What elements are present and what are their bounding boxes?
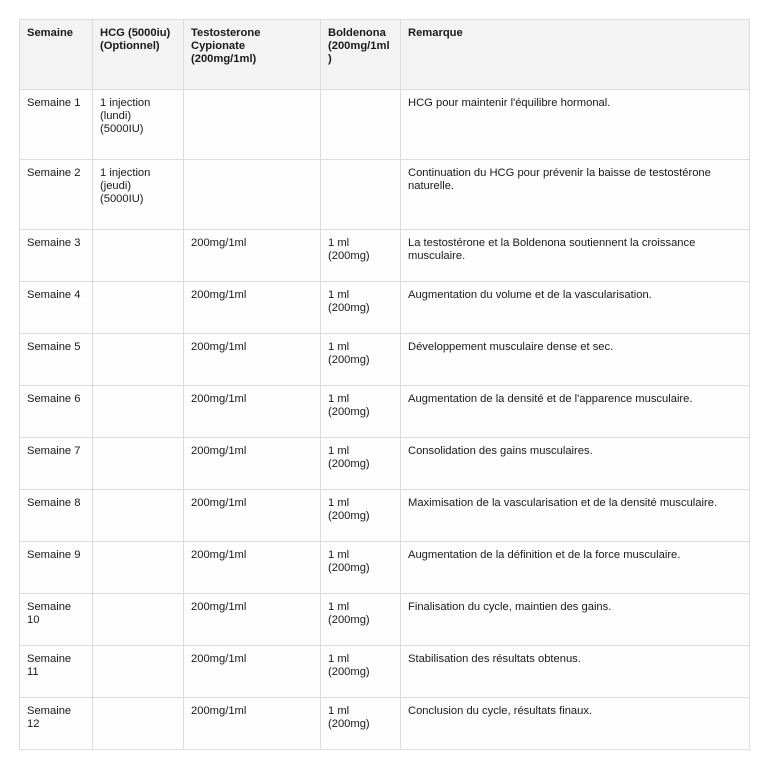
cell-hcg: [93, 594, 184, 646]
cell-testosterone: 200mg/1ml: [184, 386, 321, 438]
cell-remarque: Maximisation de la vascularisation et de la densité musculaire.: [401, 490, 750, 542]
cell-semaine: Semaine 11: [20, 646, 93, 698]
cell-hcg: [93, 698, 184, 750]
cell-testosterone: 200mg/1ml: [184, 594, 321, 646]
cell-boldenona: [321, 90, 401, 160]
table-row: [20, 90, 750, 160]
cell-boldenona: 1 ml (200mg): [321, 646, 401, 698]
table-row: [20, 386, 750, 438]
cell-hcg: [93, 334, 184, 386]
table-header: [20, 20, 750, 90]
cell-remarque: Stabilisation des résultats obtenus.: [401, 646, 750, 698]
cell-hcg: [93, 282, 184, 334]
cell-testosterone: 200mg/1ml: [184, 282, 321, 334]
cell-hcg: [93, 542, 184, 594]
cell-remarque: Consolidation des gains musculaires.: [401, 438, 750, 490]
cell-semaine: Semaine 1: [20, 90, 93, 160]
cell-boldenona: 1 ml (200mg): [321, 438, 401, 490]
table-row: [20, 282, 750, 334]
cell-boldenona: 1 ml (200mg): [321, 542, 401, 594]
cell-boldenona: 1 ml (200mg): [321, 230, 401, 282]
cell-remarque: Développement musculaire dense et sec.: [401, 334, 750, 386]
cell-remarque: La testostérone et la Boldenona soutiennent la croissance musculaire.: [401, 230, 750, 282]
cell-semaine: Semaine 3: [20, 230, 93, 282]
cell-remarque: Continuation du HCG pour prévenir la baisse de testostérone naturelle.: [401, 160, 750, 230]
cell-semaine: Semaine 4: [20, 282, 93, 334]
cell-boldenona: 1 ml (200mg): [321, 698, 401, 750]
cell-remarque: Conclusion du cycle, résultats finaux.: [401, 698, 750, 750]
cell-remarque: Augmentation de la densité et de l'apparence musculaire.: [401, 386, 750, 438]
table-row: [20, 698, 750, 750]
table-row: [20, 230, 750, 282]
header-row: [20, 20, 750, 90]
cell-semaine: Semaine 7: [20, 438, 93, 490]
table-body: [20, 90, 750, 750]
header-remarque: Remarque: [401, 20, 750, 90]
cell-boldenona: 1 ml (200mg): [321, 594, 401, 646]
header-semaine: Semaine: [20, 20, 93, 90]
cell-hcg: 1 injection (jeudi) (5000IU): [93, 160, 184, 230]
cell-testosterone: 200mg/1ml: [184, 334, 321, 386]
table-row: [20, 594, 750, 646]
cell-testosterone: 200mg/1ml: [184, 230, 321, 282]
cell-hcg: [93, 438, 184, 490]
cell-boldenona: 1 ml (200mg): [321, 334, 401, 386]
cell-testosterone: 200mg/1ml: [184, 438, 321, 490]
cell-remarque: HCG pour maintenir l'équilibre hormonal.: [401, 90, 750, 160]
cell-semaine: Semaine 12: [20, 698, 93, 750]
cell-testosterone: 200mg/1ml: [184, 542, 321, 594]
table-row: [20, 334, 750, 386]
cell-boldenona: 1 ml (200mg): [321, 282, 401, 334]
cell-boldenona: 1 ml (200mg): [321, 386, 401, 438]
cell-testosterone: [184, 160, 321, 230]
table-row: [20, 542, 750, 594]
cell-semaine: Semaine 5: [20, 334, 93, 386]
table-row: [20, 646, 750, 698]
cell-remarque: Augmentation de la définition et de la force musculaire.: [401, 542, 750, 594]
header-testosterone: Testosterone Cypionate (200mg/1ml): [184, 20, 321, 90]
cell-testosterone: [184, 90, 321, 160]
table-row: [20, 490, 750, 542]
cell-semaine: Semaine 10: [20, 594, 93, 646]
cycle-schedule-table: [19, 19, 750, 750]
header-boldenona: Boldenona (200mg/1ml): [321, 20, 401, 90]
cell-hcg: [93, 230, 184, 282]
cell-semaine: Semaine 2: [20, 160, 93, 230]
cell-testosterone: 200mg/1ml: [184, 698, 321, 750]
cell-testosterone: 200mg/1ml: [184, 646, 321, 698]
header-hcg: HCG (5000iu) (Optionnel): [93, 20, 184, 90]
cell-hcg: [93, 490, 184, 542]
table-row: [20, 438, 750, 490]
cell-semaine: Semaine 8: [20, 490, 93, 542]
cell-semaine: Semaine 6: [20, 386, 93, 438]
cell-boldenona: [321, 160, 401, 230]
cell-semaine: Semaine 9: [20, 542, 93, 594]
cell-remarque: Finalisation du cycle, maintien des gains.: [401, 594, 750, 646]
cell-remarque: Augmentation du volume et de la vascularisation.: [401, 282, 750, 334]
cell-hcg: [93, 646, 184, 698]
table-row: [20, 160, 750, 230]
cell-hcg: 1 injection (lundi) (5000IU): [93, 90, 184, 160]
cell-boldenona: 1 ml (200mg): [321, 490, 401, 542]
cell-testosterone: 200mg/1ml: [184, 490, 321, 542]
cell-hcg: [93, 386, 184, 438]
